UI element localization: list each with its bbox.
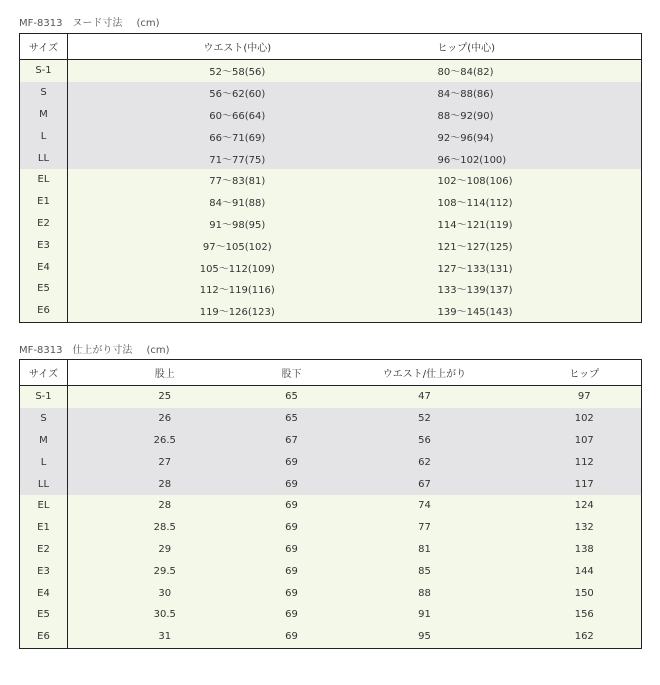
cell-size: L <box>20 451 68 473</box>
cell-waist: 77～83(81) <box>68 169 407 191</box>
table-row <box>20 147 642 169</box>
cell-size: E2 <box>20 213 68 235</box>
cell-hip: 114～121(119) <box>407 213 642 235</box>
table-row <box>20 408 642 430</box>
cell-size: S <box>20 408 68 430</box>
cell-hip: 92～96(94) <box>407 125 642 147</box>
table-header-row <box>20 360 642 386</box>
header-hip: ヒップ(中心) <box>407 34 642 60</box>
cell-size: M <box>20 104 68 126</box>
cell-rise: 30.5 <box>68 604 262 626</box>
nude-size-table <box>19 33 642 323</box>
cell-waist-finished: 52 <box>322 408 528 430</box>
cell-inseam: 69 <box>262 473 322 495</box>
cell-hip: 144 <box>528 560 642 582</box>
nude-size-title <box>19 14 159 29</box>
header-rise: 股上 <box>68 360 262 386</box>
cell-hip: 88～92(90) <box>407 104 642 126</box>
header-inseam: 股下 <box>262 360 322 386</box>
cell-size: E1 <box>20 191 68 213</box>
cell-hip: 127～133(131) <box>407 256 642 278</box>
table-row <box>20 582 642 604</box>
cell-size: E5 <box>20 604 68 626</box>
table-header-row <box>20 34 642 60</box>
finished-size-table <box>19 359 642 649</box>
cell-hip: 133～139(137) <box>407 278 642 300</box>
cell-waist-finished: 85 <box>322 560 528 582</box>
cell-size: L <box>20 125 68 147</box>
table-row <box>20 278 642 300</box>
table-row <box>20 386 642 408</box>
cell-waist-finished: 88 <box>322 582 528 604</box>
header-size: サイズ <box>20 34 68 60</box>
nude-title-text: MF-8313 ヌード寸法 <box>19 18 123 29</box>
header-hip: ヒップ <box>528 360 642 386</box>
table-row <box>20 300 642 322</box>
cell-inseam: 69 <box>262 604 322 626</box>
cell-waist: 119～126(123) <box>68 300 407 322</box>
table-row <box>20 430 642 452</box>
cell-waist: 60～66(64) <box>68 104 407 126</box>
cell-rise: 26.5 <box>68 430 262 452</box>
cell-waist: 112～119(116) <box>68 278 407 300</box>
cell-inseam: 67 <box>262 430 322 452</box>
finished-size-title <box>19 341 169 356</box>
cell-size: M <box>20 430 68 452</box>
cell-inseam: 69 <box>262 626 322 648</box>
cell-rise: 28 <box>68 495 262 517</box>
cell-rise: 28.5 <box>68 517 262 539</box>
cell-inseam: 69 <box>262 539 322 561</box>
table-row <box>20 256 642 278</box>
cell-inseam: 69 <box>262 582 322 604</box>
cell-size: S-1 <box>20 60 68 82</box>
cell-size: E4 <box>20 256 68 278</box>
table-row <box>20 451 642 473</box>
table-row <box>20 604 642 626</box>
cell-waist-finished: 74 <box>322 495 528 517</box>
cell-size: E4 <box>20 582 68 604</box>
table-row <box>20 82 642 104</box>
cell-hip: 107 <box>528 430 642 452</box>
cell-hip: 112 <box>528 451 642 473</box>
cell-waist-finished: 81 <box>322 539 528 561</box>
cell-hip: 102 <box>528 408 642 430</box>
header-waist: ウエスト(中心) <box>68 34 407 60</box>
cell-waist: 52～58(56) <box>68 60 407 82</box>
finished-unit: (cm) <box>146 345 170 356</box>
cell-inseam: 69 <box>262 495 322 517</box>
cell-hip: 108～114(112) <box>407 191 642 213</box>
cell-waist-finished: 62 <box>322 451 528 473</box>
cell-size: E3 <box>20 234 68 256</box>
cell-waist: 56～62(60) <box>68 82 407 104</box>
cell-hip: 138 <box>528 539 642 561</box>
cell-waist: 97～105(102) <box>68 234 407 256</box>
cell-waist: 71～77(75) <box>68 147 407 169</box>
cell-waist: 105～112(109) <box>68 256 407 278</box>
cell-inseam: 69 <box>262 560 322 582</box>
cell-rise: 31 <box>68 626 262 648</box>
cell-rise: 26 <box>68 408 262 430</box>
cell-hip: 150 <box>528 582 642 604</box>
table-row <box>20 539 642 561</box>
cell-waist: 91～98(95) <box>68 213 407 235</box>
header-waist-finished: ウエスト/仕上がり <box>322 360 528 386</box>
cell-size: E2 <box>20 539 68 561</box>
cell-rise: 29 <box>68 539 262 561</box>
cell-hip: 162 <box>528 626 642 648</box>
cell-hip: 132 <box>528 517 642 539</box>
cell-size: S <box>20 82 68 104</box>
cell-hip: 97 <box>528 386 642 408</box>
cell-size: E3 <box>20 560 68 582</box>
table-row <box>20 626 642 648</box>
cell-size: E6 <box>20 626 68 648</box>
cell-waist-finished: 77 <box>322 517 528 539</box>
header-size: サイズ <box>20 360 68 386</box>
cell-inseam: 69 <box>262 517 322 539</box>
cell-size: E1 <box>20 517 68 539</box>
cell-hip: 156 <box>528 604 642 626</box>
cell-inseam: 69 <box>262 451 322 473</box>
table-row <box>20 234 642 256</box>
cell-rise: 30 <box>68 582 262 604</box>
table-row <box>20 517 642 539</box>
cell-waist-finished: 67 <box>322 473 528 495</box>
cell-rise: 27 <box>68 451 262 473</box>
cell-waist-finished: 56 <box>322 430 528 452</box>
cell-hip: 121～127(125) <box>407 234 642 256</box>
cell-size: LL <box>20 147 68 169</box>
cell-inseam: 65 <box>262 408 322 430</box>
cell-hip: 139～145(143) <box>407 300 642 322</box>
cell-hip: 80～84(82) <box>407 60 642 82</box>
table-row <box>20 169 642 191</box>
table-row <box>20 495 642 517</box>
cell-size: S-1 <box>20 386 68 408</box>
cell-inseam: 65 <box>262 386 322 408</box>
cell-hip: 124 <box>528 495 642 517</box>
table-row <box>20 191 642 213</box>
cell-waist: 84～91(88) <box>68 191 407 213</box>
nude-unit: (cm) <box>136 18 160 29</box>
cell-rise: 29.5 <box>68 560 262 582</box>
cell-waist: 66～71(69) <box>68 125 407 147</box>
table-row <box>20 213 642 235</box>
cell-rise: 28 <box>68 473 262 495</box>
cell-size: EL <box>20 495 68 517</box>
table-row <box>20 60 642 82</box>
cell-waist-finished: 95 <box>322 626 528 648</box>
table-row <box>20 125 642 147</box>
cell-hip: 117 <box>528 473 642 495</box>
table-row <box>20 560 642 582</box>
finished-title-text: MF-8313 仕上がり寸法 <box>19 345 133 356</box>
cell-waist-finished: 91 <box>322 604 528 626</box>
cell-hip: 84～88(86) <box>407 82 642 104</box>
cell-size: LL <box>20 473 68 495</box>
cell-size: E6 <box>20 300 68 322</box>
table-row <box>20 104 642 126</box>
cell-size: EL <box>20 169 68 191</box>
table-row <box>20 473 642 495</box>
cell-hip: 102～108(106) <box>407 169 642 191</box>
cell-size: E5 <box>20 278 68 300</box>
cell-hip: 96～102(100) <box>407 147 642 169</box>
cell-waist-finished: 47 <box>322 386 528 408</box>
cell-rise: 25 <box>68 386 262 408</box>
